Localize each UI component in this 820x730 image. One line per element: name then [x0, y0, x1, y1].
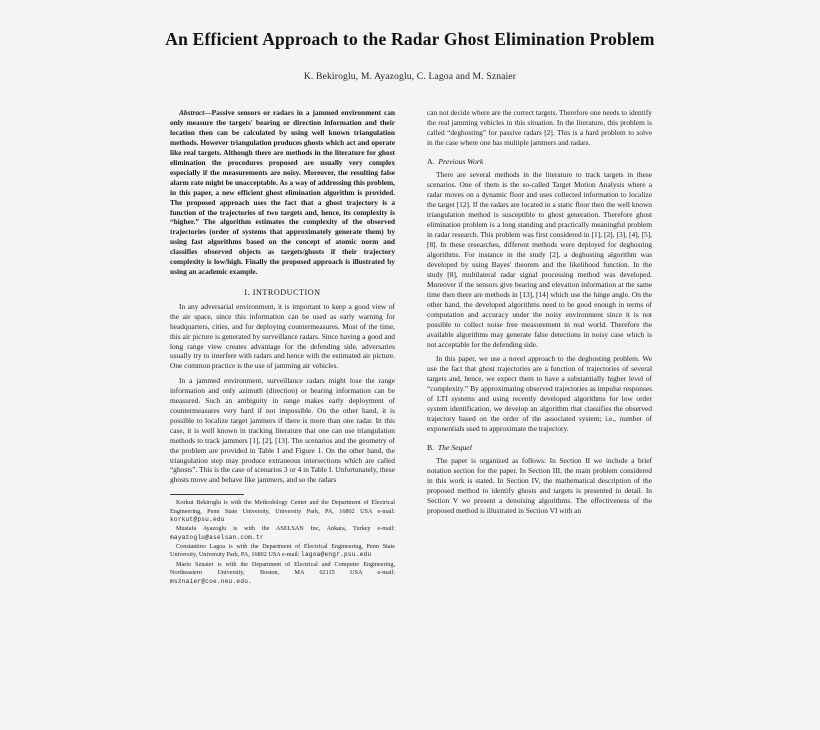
abstract-text: Passive sensors or radars in a jammed environment can only measure the targets' bearing or direction information and their location then can be calculated by using well known triangulation methods. However triangulation produces ghosts which act and operate like real targets. Although there are methods in the literature for ghost elimination the procedures proposed are usually very complex especially if the measurements are noisy. Moreover, the resulting false alarm rate might be unacceptable. As a way of addressing this problem, in this paper, a new efficient ghost elimination algorithm is provided. The proposed approach uses the fact that a ghost trajectory is a function of the trajectories of two targets and, hence, its complexity is “higher.” The algorithm estimates the complexity of the observed trajectories (order of systems that approximately generate them) by using fast algorithms based on the concept of atomic norm and classifies observed objects as targets/ghosts if their trajectory complexity is low/high. Finally the proposed approach is illustrated by using an academic example. [170, 108, 395, 277]
previous-work-paragraph-2: In this paper, we use a novel approach to the deghosting problem. We use the fact that ghost trajectories are a function of trajectories of several targets and, hence, we expect them to have a substantially higher level of “complexity.” By approximating observed trajectories as impulse responses of LTI systems and using recently developed algorithms for low order system identification, we develop an algorithm that classifies the observed trajectory based on the order of the associated system; i.e., number of exponentials used to approximate the trajectory. [427, 353, 652, 433]
intro-paragraph-1: In any adversarial environment, it is important to keep a good view of the air space, since this information can be used as early warning for headquarters, cities, and for deploying countermeasures. Most of the time, this air picture is generated by surveillance radars. Since having a good and long range view creates advantage for the defending side, adversaries usually try to interfere with radars and hence with the estimated air picture. One common practice is the use of jamming air vehicles. [170, 301, 395, 371]
footnote-email[interactable]: mayazoglu@aselsan.com.tr [170, 533, 264, 541]
footnote-area [170, 494, 395, 585]
subsection-heading-previous-work [427, 157, 652, 166]
footnote-text: Korkut Bekiroglu is with the Methodology Center and the Department of Electrical Engineering, Penn State University, University Park, PA, 16802 USA e-mail: [170, 499, 395, 515]
previous-work-paragraph-1: There are several methods in the literature to track targets in these scenarios. One of them is the so-called Target Motion Analysis where a radar moves on a dynamic floor and uses collected information to localize the target [12]. If the radars are located in a static floor then the well known triangulation method is susceptible to ghost generation. Therefore ghost elimination problem is a long standing and practically meaningful problem in radar research. This problem was first considered in [1], [2], [3], [4], [5], [8]. In these researches, different methods were deployed for deghosting algorithms. For instance in the study [2], a deghosting algorithm was developed by using Bayes' theorem and the likelihood function. In the study [8], multilateral radar signal processing method was developed. Moreover if the sensors give bearing and elevation information at the same time then there are methods in [13], [14] which use the hinge angle. On the other hand, the developed algorithms need to be good enough in terms of computation and accuracy under the noisy environment since it is not possible to collect noise free measurement in real world. Therefore the available algorithms may generate false detections in noisy case which is not acceptable for the defending side. [427, 170, 652, 349]
two-column-body [170, 108, 652, 587]
subsection-label: B. [427, 442, 435, 452]
footnote-item [170, 499, 395, 524]
right-column [427, 108, 652, 587]
author-list: K. Bekiroglu, M. Ayazoglu, C. Lagoa and M. Sznaier [303, 70, 517, 82]
subsection-title: The Sequel [437, 442, 472, 452]
footnote-email[interactable]: korkut@psu.edu [170, 515, 225, 523]
sequel-paragraph-1: The paper is organized as follows: In Section II we include a brief notation section for the paper. In Section III, the main problem considered in this work is stated. In Section IV, the mathematical description of the proposed method to identify ghosts and targets is presented in detail. In Section V we present a denoising algorithms. The effectiveness of the proposed method is illustrated in Section VI with an [427, 456, 652, 515]
footnote-text: Constantino Lagoa is with the Department of Electrical Engineering, Penn State University, University Park, PA, 16802 USA e-mail: [170, 543, 395, 559]
intro-paragraph-2: In a jammed environment, surveillance radars might lose the range information and only azimuth (direction) or bearing information can be measured. Such an ambiguity in range makes early deployment of countermeasures very hard if not impossible. On the other hand, it is possible to localize target jammers if there is more than one radar. In this case, it is well known in tracking literature that one can use triangulation methods to track jammers [1], [2], [13]. The scenarios and the geometry of the problem are provided in Table I and Figure 1. On the other hand, the triangulation step may produce extraneous intersections which are called “ghosts”. This is the case of scenarios 3 or 4 in Table I. Unfortunately, these ghosts move and behave like jammers, and so the radars [170, 375, 395, 485]
subsection-title: Previous Work [438, 156, 484, 166]
subsection-heading-the-sequel [427, 443, 652, 452]
footnote-separator-rule [170, 494, 244, 495]
footnote-item [170, 561, 395, 586]
footnote-item [170, 525, 395, 541]
footnote-email[interactable]: msznaier@coe.neu.edu. [170, 577, 253, 585]
section-heading-introduction: I. INTRODUCTION [244, 288, 321, 298]
abstract-label: Abstract— [179, 108, 212, 117]
footnote-text: Mario Sznaier is with the Department of Electrical and Computer Engineering, Northeastern University, Boston, MA 02115 USA e-mail: [170, 561, 395, 577]
subsection-label: A. [427, 156, 435, 166]
footnote-item [170, 543, 395, 559]
right-paragraph-1: can not decide where are the correct targets. Therefore one needs to identify the real jamming vehicles in this situation. In the literature, this problem is called “deghosting” for passive radars [2]. This is a hard problem to solve in the case where one has multiple jammers and radars. [427, 108, 652, 147]
footnote-email[interactable]: lagoa@engr.psu.edu [301, 551, 372, 559]
title-block [0, 0, 820, 82]
abstract-paragraph [170, 108, 395, 277]
footnote-text: Mustafa Ayazoglu is with the ASELSAN Inc, Ankara, Turkey e-mail: [176, 525, 395, 533]
page-title: An Efficient Approach to the Radar Ghost Elimination Problem [165, 29, 655, 49]
left-column [170, 108, 395, 587]
